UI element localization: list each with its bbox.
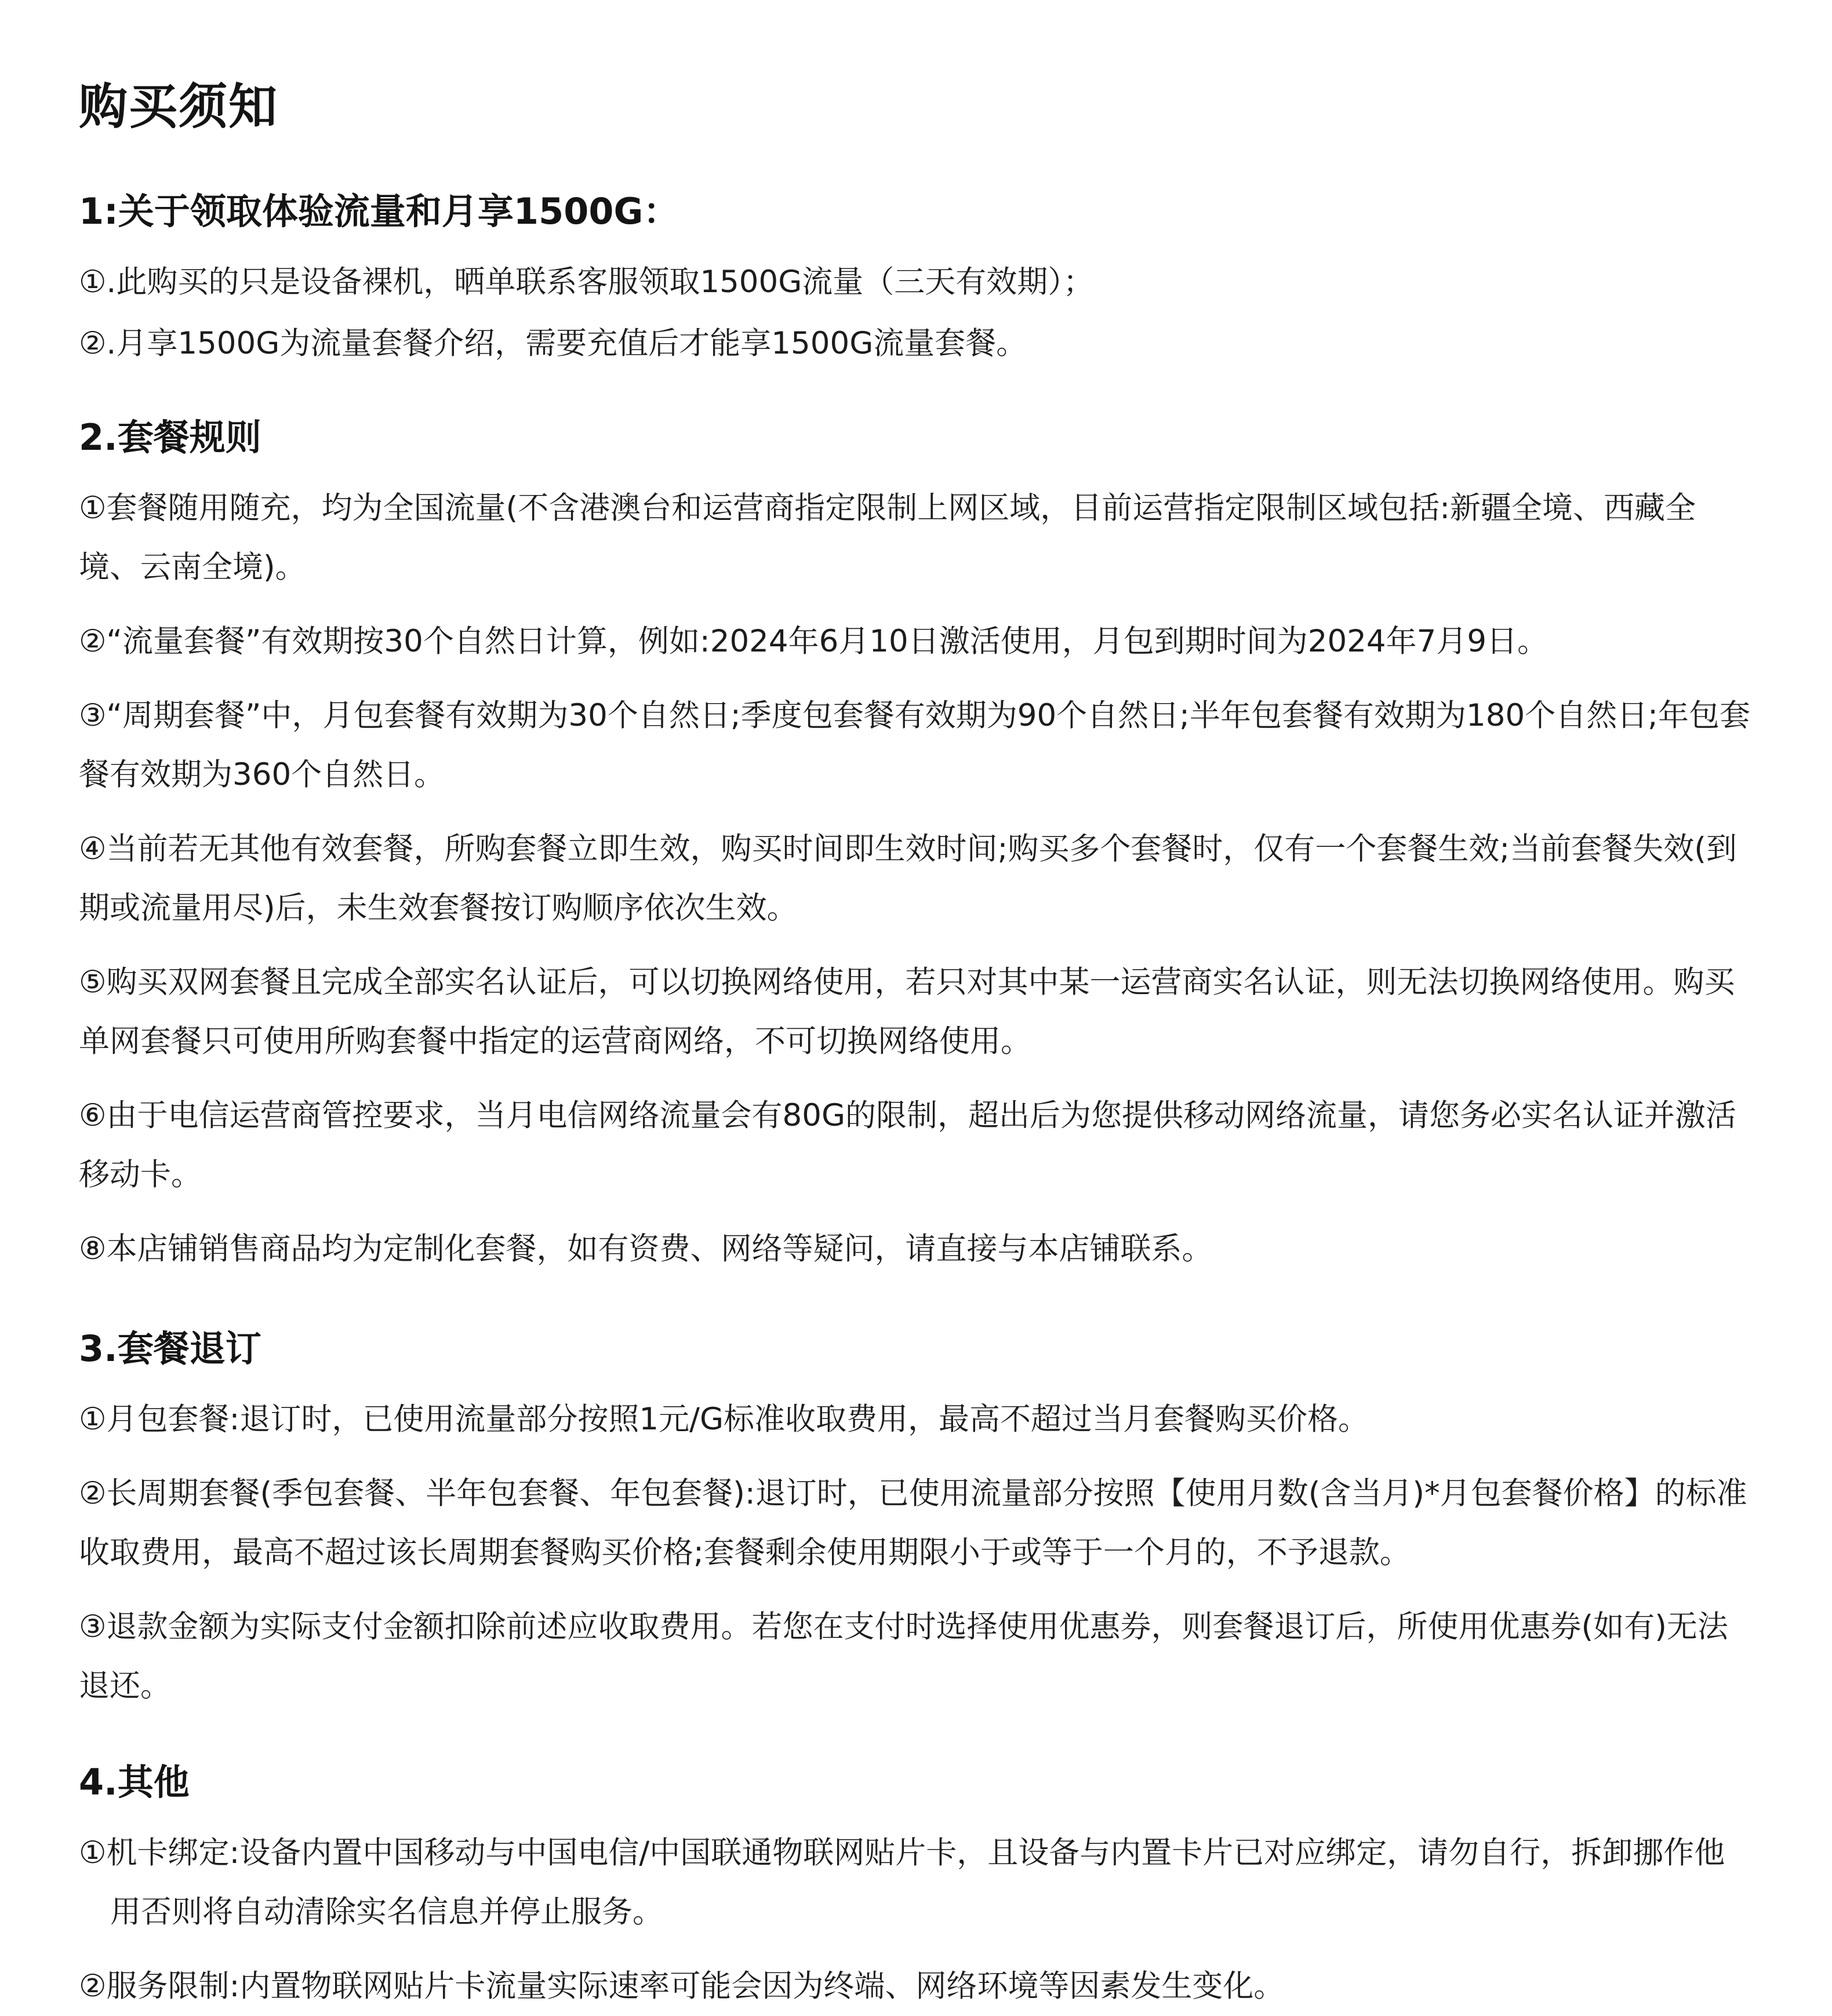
list-item: ①套餐随用随充，均为全国流量(不含港澳台和运营商指定限制上网区域，目前运营指定限制区域包括:新疆全境、西藏全境、云南全境)。 bbox=[79, 490, 1696, 585]
list-item: ①月包套餐:退订时，已使用流量部分按照1元/G标准收取费用，最高不超过当月套餐购买价格。 bbox=[79, 1402, 1369, 1437]
page-title: 购买须知 bbox=[79, 78, 279, 135]
list-item: ⑥由于电信运营商管控要求，当月电信网络流量会有80G的限制，超出后为您提供移动网络流量，请您务必实名认证并激活移动卡。 bbox=[79, 1098, 1737, 1192]
section-heading: 1:关于领取体验流量和月享1500G： bbox=[79, 190, 679, 232]
list-item: ④当前若无其他有效套餐，所购套餐立即生效，购买时间即生效时间;购买多个套餐时，仅有一个套餐生效;当前套餐失效(到期或流量用尽)后，未生效套餐按订购顺序依次生效。 bbox=[79, 831, 1737, 926]
section-heading: 2.套餐规则 bbox=[79, 416, 261, 458]
list-item: ①.此购买的只是设备裸机，晒单联系客服领取1500G流量（三天有效期）； bbox=[79, 264, 1094, 300]
list-item: ②“流量套餐”有效期按30个自然日计算，例如:2024年6月10日激活使用，月包到期时间为2024年7月9日。 bbox=[79, 624, 1549, 659]
section-heading: 3.套餐退订 bbox=[79, 1327, 261, 1370]
section-package-rules bbox=[79, 412, 1751, 1279]
list-item: ③“周期套餐”中，月包套餐有效期为30个自然日;季度包套餐有效期为90个自然日;半年包套餐有效期为180个自然日;年包套餐有效期为360个自然日。 bbox=[79, 698, 1751, 792]
list-item: ②长周期套餐(季包套餐、半年包套餐、年包套餐):退订时，已使用流量部分按照【使用月数(含当月)*月包套餐价格】的标准收取费用，最高不超过该长周期套餐购买价格;套餐剩余使用期限小于或等于一个月的，不予退款。 bbox=[79, 1476, 1747, 1570]
section-traffic-claim bbox=[79, 185, 1751, 373]
list-item: ⑧本店铺销售商品均为定制化套餐，如有资费、网络等疑问，请直接与本店铺联系。 bbox=[79, 1231, 1213, 1267]
list-item: ⑤购买双网套餐且完成全部实名认证后，可以切换网络使用，若只对其中某一运营商实名认证，则无法切换网络使用。购买单网套餐只可使用所购套餐中指定的运营商网络，不可切换网络使用。 bbox=[79, 965, 1735, 1059]
list-item: ①机卡绑定:设备内置中国移动与中国电信/中国联通物联网贴片卡，且设备与内置卡片已对应绑定，请勿自行，拆卸挪作他用否则将自动清除实名信息并停止服务。 bbox=[79, 1835, 1725, 1930]
section-heading: 4.其他 bbox=[79, 1761, 190, 1803]
section-unsubscribe bbox=[79, 1323, 1751, 1716]
list-item: ③退款金额为实际支付金额扣除前述应收取费用。若您在支付时选择使用优惠券，则套餐退订后，所使用优惠券(如有)无法退还。 bbox=[79, 1609, 1728, 1704]
list-item: ②.月享1500G为流量套餐介绍，需要充值后才能享1500G流量套餐。 bbox=[79, 326, 1027, 361]
section-other bbox=[79, 1756, 1751, 2016]
list-item: ②服务限制:内置物联网贴片卡流量实际速率可能会因为终端、网络环境等因素发生变化。 bbox=[79, 1968, 1285, 2004]
